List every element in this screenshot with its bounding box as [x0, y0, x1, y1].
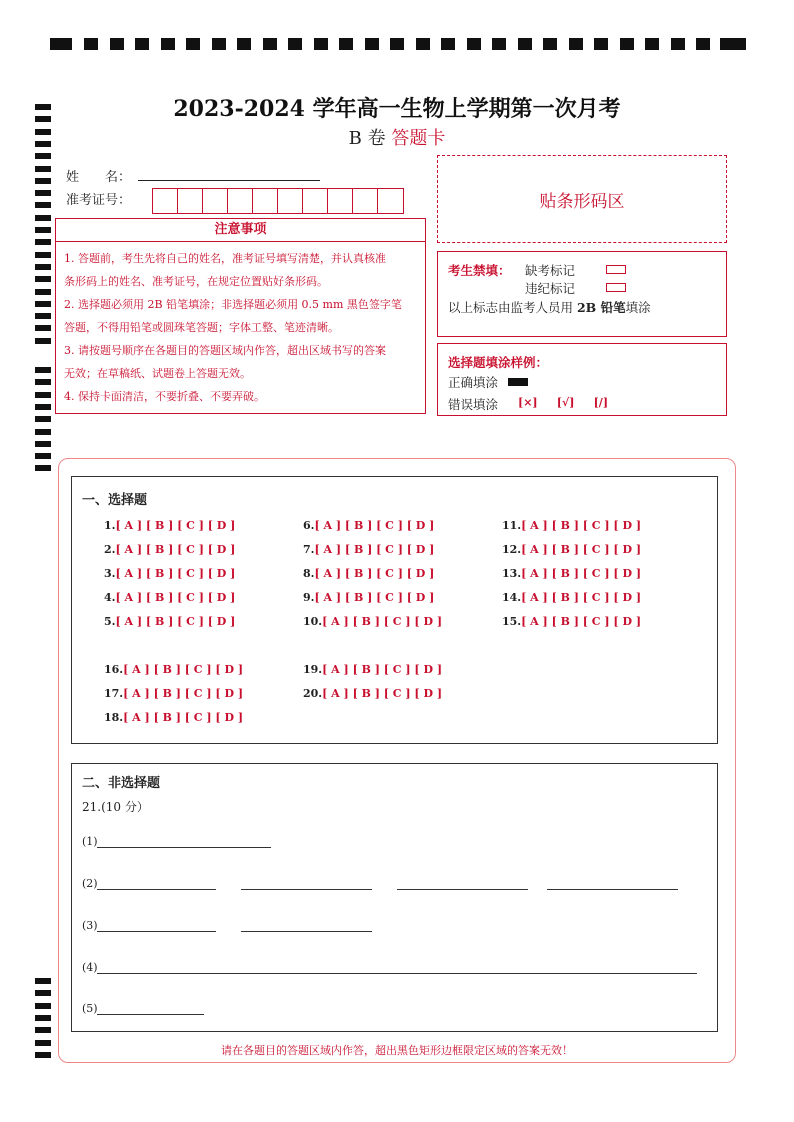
exam-id-boxes[interactable]: [152, 188, 404, 214]
alignment-mark: [35, 313, 51, 319]
alignment-mark: [35, 215, 51, 221]
violation-mark[interactable]: [606, 283, 626, 292]
alignment-mark: [35, 289, 51, 295]
note-prefix: 以上标志由监考人员用: [448, 300, 577, 315]
notice-line: 1. 答题前，考生先将自己的姓名，准考证号填写清楚，并认真核准: [64, 252, 386, 265]
answer-options[interactable]: [ A ] [ B ] [ C ] [ D ]: [115, 567, 236, 580]
question-number: 14.: [502, 591, 522, 604]
choice-question-1[interactable]: [104, 519, 235, 532]
alignment-mark: [569, 38, 583, 50]
alignment-mark: [35, 338, 51, 344]
absent-mark[interactable]: [606, 265, 626, 274]
alignment-mark: [518, 38, 532, 50]
note-suffix: 填涂: [625, 300, 651, 315]
alignment-mark: [35, 379, 51, 385]
alignment-mark: [35, 453, 51, 459]
id-digit-box[interactable]: [228, 189, 253, 213]
answer-line[interactable]: [241, 889, 372, 890]
alignment-mark: [35, 1027, 51, 1033]
forbidden-box: [437, 251, 727, 337]
choice-question-2[interactable]: [104, 543, 235, 556]
alignment-mark: [314, 38, 328, 50]
answer-options[interactable]: [ A ] [ B ] [ C ] [ D ]: [115, 591, 236, 604]
section-choice-title: 一、选择题: [82, 493, 148, 508]
question-number: 6.: [303, 519, 315, 532]
answer-options[interactable]: [ A ] [ B ] [ C ] [ D ]: [314, 591, 435, 604]
wrong-fill-label: 错误填涂: [448, 397, 499, 412]
alignment-mark: [365, 38, 379, 50]
question-number: 15.: [502, 615, 522, 628]
wrong-mark: [×]: [518, 396, 538, 409]
alignment-mark: [35, 416, 51, 422]
alignment-mark: [35, 441, 51, 447]
choice-question-7[interactable]: [303, 543, 434, 556]
choice-question-18[interactable]: [104, 711, 243, 724]
notice-line: 4. 保持卡面清洁，不要折叠、不要弄破。: [64, 390, 265, 403]
alignment-mark: [288, 38, 302, 50]
alignment-mark: [84, 38, 98, 50]
alignment-mark: [186, 38, 200, 50]
question-number: 12.: [502, 543, 522, 556]
choice-question-9[interactable]: [303, 591, 434, 604]
id-digit-box[interactable]: [303, 189, 328, 213]
alignment-mark: [441, 38, 455, 50]
id-digit-box[interactable]: [178, 189, 203, 213]
subtitle-prefix: B 卷: [348, 128, 392, 149]
forbidden-title: 考生禁填：: [448, 263, 511, 278]
alignment-mark: [35, 1003, 51, 1009]
alignment-mark: [543, 38, 557, 50]
alignment-mark: [35, 465, 51, 471]
alignment-mark: [161, 38, 175, 50]
answer-options[interactable]: [ A ] [ B ] [ C ] [ D ]: [314, 519, 435, 532]
alignment-mark: [339, 38, 353, 50]
name-field[interactable]: [138, 180, 320, 181]
notice-line: 3. 请按题号顺序在各题目的答题区域内作答，超出区域书写的答案: [64, 344, 386, 357]
question-21-label: 21.(10 分）: [82, 800, 149, 814]
choice-question-6[interactable]: [303, 519, 434, 532]
alignment-mark: [620, 38, 634, 50]
alignment-mark: [35, 178, 51, 184]
alignment-mark: [263, 38, 277, 50]
alignment-mark: [645, 38, 659, 50]
question-number: 1.: [104, 519, 116, 532]
alignment-mark: [35, 252, 51, 258]
wrong-mark: [/]: [593, 396, 609, 409]
alignment-mark: [671, 38, 685, 50]
alignment-mark: [237, 38, 251, 50]
part-4-label: (4): [82, 961, 98, 974]
alignment-mark: [594, 38, 608, 50]
page-title: 2023-2024 学年高一生物上学期第一次月考: [173, 96, 621, 122]
violation-label: 违纪标记: [525, 281, 576, 296]
question-number: 11.: [502, 519, 522, 532]
answer-options[interactable]: [ A ] [ B ] [ C ] [ D ]: [322, 615, 443, 628]
note-bold: 2B 铅笔: [576, 300, 626, 315]
choice-question-12[interactable]: [502, 543, 641, 556]
alignment-mark: [110, 38, 124, 50]
answer-line[interactable]: [241, 931, 372, 932]
answer-line[interactable]: [97, 1014, 204, 1015]
alignment-mark: [35, 202, 51, 208]
answer-line[interactable]: [97, 847, 271, 848]
answer-options[interactable]: [ A ] [ B ] [ C ] [ D ]: [322, 663, 443, 676]
answer-options[interactable]: [ A ] [ B ] [ C ] [ D ]: [314, 567, 435, 580]
part-3-label: (3): [82, 919, 98, 932]
page-subtitle: [0, 124, 794, 150]
alignment-mark: [35, 367, 51, 373]
section-nonchoice: [71, 763, 718, 1032]
choice-question-3[interactable]: [104, 567, 235, 580]
id-digit-box[interactable]: [253, 189, 278, 213]
answer-line[interactable]: [97, 931, 216, 932]
answer-line[interactable]: [397, 889, 528, 890]
alignment-mark: [35, 404, 51, 410]
fill-example-box: [437, 343, 727, 416]
alignment-mark: [720, 38, 746, 50]
id-digit-box[interactable]: [203, 189, 228, 213]
question-number: 9.: [303, 591, 315, 604]
answer-options[interactable]: [ A ] [ B ] [ C ] [ D ]: [521, 567, 642, 580]
id-digit-box[interactable]: [353, 189, 378, 213]
notice-line: 答题，不得用铅笔或圆珠笔答题；字体工整、笔迹清晰。: [64, 321, 339, 334]
notice-box: [55, 218, 426, 414]
alignment-mark: [35, 153, 51, 159]
answer-options[interactable]: [ A ] [ B ] [ C ] [ D ]: [521, 519, 642, 532]
alignment-mark: [35, 166, 51, 172]
id-digit-box[interactable]: [153, 189, 178, 213]
answer-options[interactable]: [ A ] [ B ] [ C ] [ D ]: [123, 711, 244, 724]
section-choice: [71, 476, 718, 744]
alignment-mark: [492, 38, 506, 50]
alignment-mark: [35, 325, 51, 331]
wrong-mark: [√]: [556, 396, 575, 409]
answer-options[interactable]: [ A ] [ B ] [ C ] [ D ]: [115, 519, 236, 532]
alignment-mark: [35, 301, 51, 307]
question-number: 4.: [104, 591, 116, 604]
choice-question-20[interactable]: [303, 687, 442, 700]
correct-fill-sample: [508, 378, 528, 386]
question-number: 3.: [104, 567, 116, 580]
answer-options[interactable]: [ A ] [ B ] [ C ] [ D ]: [123, 687, 244, 700]
choice-question-14[interactable]: [502, 591, 641, 604]
fill-example-title: 选择题填涂样例：: [448, 355, 549, 370]
id-digit-box[interactable]: [378, 189, 403, 213]
alignment-mark: [35, 227, 51, 233]
alignment-mark: [35, 239, 51, 245]
forbidden-note: [448, 298, 651, 316]
choice-question-17[interactable]: [104, 687, 243, 700]
choice-question-5[interactable]: [104, 615, 235, 628]
part-5-label: (5): [82, 1002, 98, 1015]
part-1-label: (1): [82, 835, 98, 848]
choice-question-11[interactable]: [502, 519, 641, 532]
answer-line[interactable]: [97, 889, 216, 890]
exam-id-label: 准考证号：: [66, 193, 132, 208]
wrong-fill-samples: [518, 396, 608, 409]
question-number: 2.: [104, 543, 116, 556]
part-2-label: (2): [82, 877, 98, 890]
question-number: 5.: [104, 615, 116, 628]
alignment-mark: [135, 38, 149, 50]
alignment-mark: [35, 392, 51, 398]
answer-options[interactable]: [ A ] [ B ] [ C ] [ D ]: [115, 615, 236, 628]
choice-question-16[interactable]: [104, 663, 243, 676]
correct-fill-label: 正确填涂: [448, 375, 499, 390]
choice-question-15[interactable]: [502, 615, 641, 628]
alignment-mark: [696, 38, 710, 50]
choice-question-13[interactable]: [502, 567, 641, 580]
barcode-area: [437, 155, 727, 243]
alignment-mark: [416, 38, 430, 50]
subtitle-answer-sheet: 答题卡: [391, 128, 446, 149]
notice-line: 2. 选择题必须用 2B 铅笔填涂；非选择题必须用 0.5 mm 黑色签字笔: [64, 298, 402, 311]
question-number: 10.: [303, 615, 323, 628]
choice-question-8[interactable]: [303, 567, 434, 580]
answer-line[interactable]: [547, 889, 678, 890]
question-number: 19.: [303, 663, 323, 676]
alignment-mark: [35, 1015, 51, 1021]
id-digit-box[interactable]: [328, 189, 353, 213]
question-number: 17.: [104, 687, 124, 700]
top-alignment-marks: [50, 38, 746, 52]
answer-options[interactable]: [ A ] [ B ] [ C ] [ D ]: [322, 687, 443, 700]
answer-options[interactable]: [ A ] [ B ] [ C ] [ D ]: [123, 663, 244, 676]
notice-line: 条形码上的姓名、准考证号，在规定位置贴好条形码。: [64, 275, 328, 288]
footer-note: 请在各题目的答题区域内作答，超出黑色矩形边框限定区域的答案无效！: [221, 1044, 573, 1057]
answer-line[interactable]: [97, 973, 697, 974]
section-nonchoice-title: 二、非选择题: [82, 776, 161, 791]
answer-options[interactable]: [ A ] [ B ] [ C ] [ D ]: [521, 543, 642, 556]
answer-options[interactable]: [ A ] [ B ] [ C ] [ D ]: [115, 543, 236, 556]
alignment-mark: [35, 276, 51, 282]
question-number: 13.: [502, 567, 522, 580]
answer-options[interactable]: [ A ] [ B ] [ C ] [ D ]: [521, 591, 642, 604]
choice-question-10[interactable]: [303, 615, 442, 628]
question-number: 16.: [104, 663, 124, 676]
alignment-mark: [35, 264, 51, 270]
choice-question-19[interactable]: [303, 663, 442, 676]
question-number: 20.: [303, 687, 323, 700]
notice-line: 无效；在草稿纸、试题卷上答题无效。: [64, 367, 251, 380]
choice-question-4[interactable]: [104, 591, 235, 604]
alignment-mark: [35, 978, 51, 984]
question-number: 18.: [104, 711, 124, 724]
alignment-mark: [212, 38, 226, 50]
alignment-mark: [50, 38, 72, 50]
barcode-label: 贴条形码区: [539, 191, 625, 212]
alignment-mark: [35, 429, 51, 435]
name-label: 姓 名：: [66, 170, 132, 185]
absent-label: 缺考标记: [525, 263, 576, 278]
alignment-mark: [35, 990, 51, 996]
alignment-mark: [35, 190, 51, 196]
alignment-mark: [390, 38, 404, 50]
question-number: 8.: [303, 567, 315, 580]
alignment-mark: [467, 38, 481, 50]
question-number: 7.: [303, 543, 315, 556]
notice-title: 注意事项: [56, 219, 425, 242]
answer-options[interactable]: [ A ] [ B ] [ C ] [ D ]: [314, 543, 435, 556]
id-digit-box[interactable]: [278, 189, 303, 213]
answer-options[interactable]: [ A ] [ B ] [ C ] [ D ]: [521, 615, 642, 628]
